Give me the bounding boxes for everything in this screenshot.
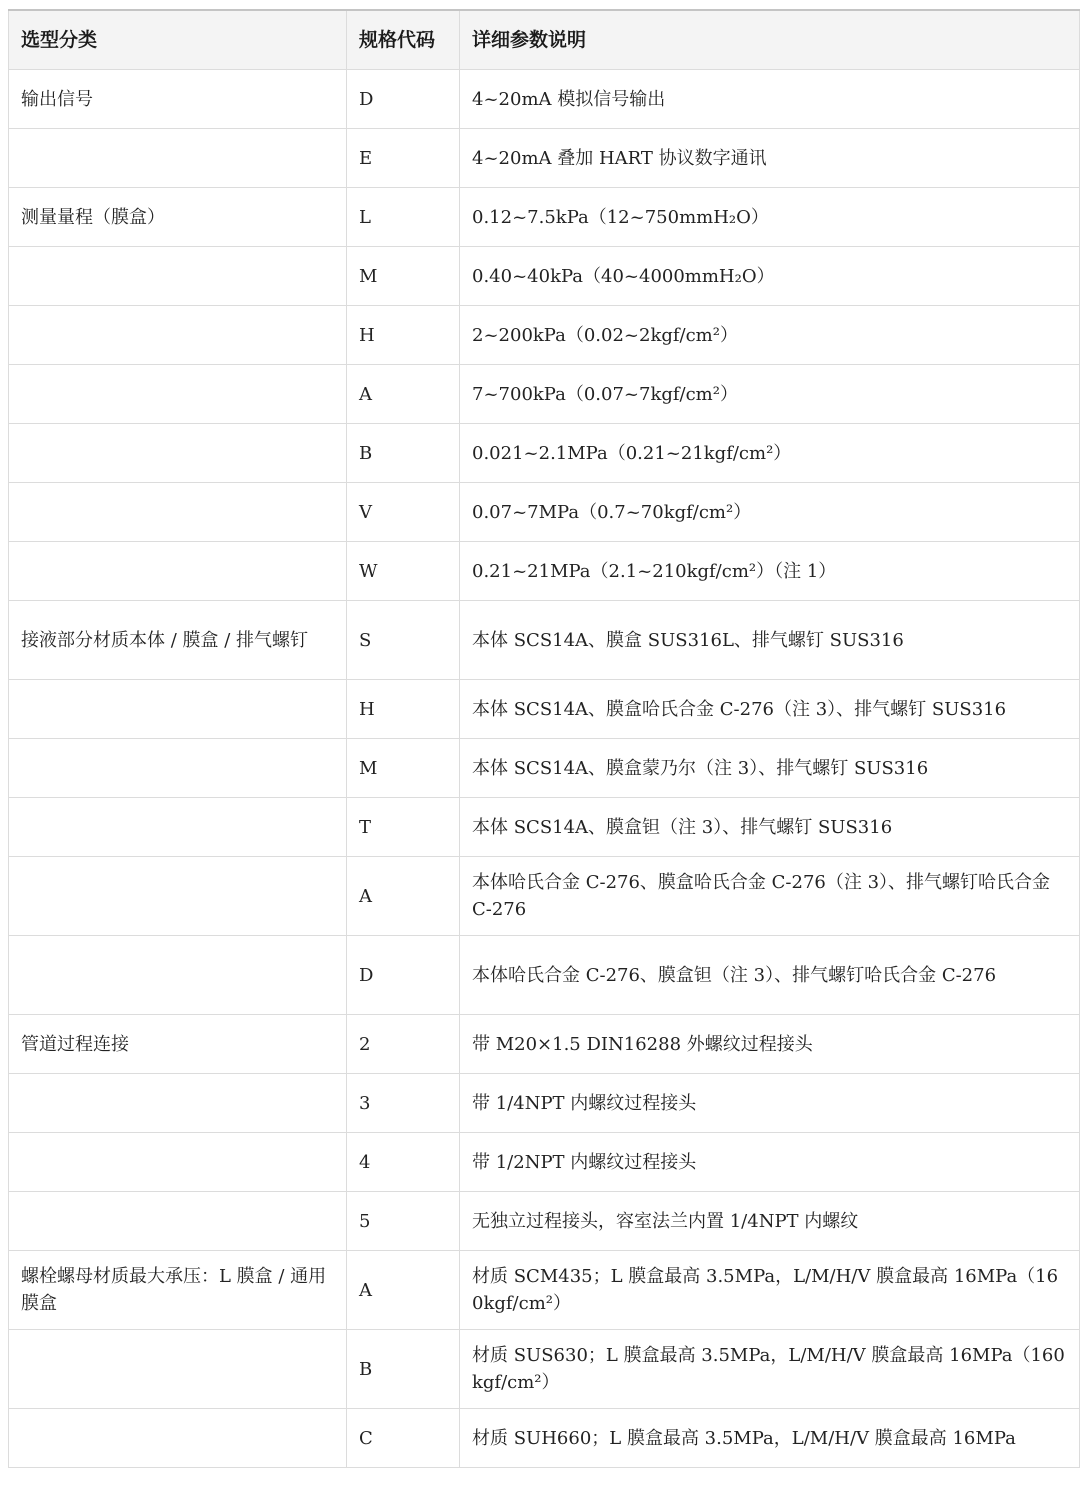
row-code: M — [347, 739, 460, 798]
row-description: 本体 SCS14A、膜盒哈氏合金 C-276（注 3）、排气螺钉 SUS316 — [460, 680, 1080, 739]
table-row — [9, 680, 1080, 739]
row-code: M — [347, 247, 460, 306]
row-code: 4 — [347, 1133, 460, 1192]
table-row — [9, 739, 1080, 798]
row-category — [9, 542, 347, 601]
row-category — [9, 247, 347, 306]
row-description: 4~20mA 模拟信号输出 — [460, 70, 1080, 129]
row-description: 无独立过程接头，容室法兰内置 1/4NPT 内螺纹 — [460, 1192, 1080, 1251]
row-code: D — [347, 70, 460, 129]
row-category: 螺栓螺母材质最大承压：L 膜盒 / 通用膜盒 — [9, 1251, 347, 1330]
row-code: 2 — [347, 1015, 460, 1074]
row-category — [9, 1330, 347, 1409]
row-category: 接液部分材质本体 / 膜盒 / 排气螺钉 — [9, 601, 347, 680]
row-description: 带 1/4NPT 内螺纹过程接头 — [460, 1074, 1080, 1133]
row-code: E — [347, 129, 460, 188]
table-header-row — [9, 10, 1080, 70]
header-category: 选型分类 — [9, 10, 347, 70]
row-code: A — [347, 1251, 460, 1330]
row-code: T — [347, 798, 460, 857]
row-category — [9, 798, 347, 857]
table-row — [9, 70, 1080, 129]
row-category — [9, 1074, 347, 1133]
table-row — [9, 1074, 1080, 1133]
row-description: 本体哈氏合金 C-276、膜盒哈氏合金 C-276（注 3）、排气螺钉哈氏合金 C-276 — [460, 857, 1080, 936]
table-row — [9, 1133, 1080, 1192]
row-code: W — [347, 542, 460, 601]
row-description: 0.21~21MPa（2.1~210kgf/cm²）（注 1） — [460, 542, 1080, 601]
row-category — [9, 483, 347, 542]
row-code: L — [347, 188, 460, 247]
table-row — [9, 424, 1080, 483]
row-code: H — [347, 306, 460, 365]
row-code: C — [347, 1409, 460, 1468]
row-category — [9, 857, 347, 936]
row-description: 材质 SUH660；L 膜盒最高 3.5MPa，L/M/H/V 膜盒最高 16MPa — [460, 1409, 1080, 1468]
row-category — [9, 1192, 347, 1251]
row-code: B — [347, 1330, 460, 1409]
spec-table-container — [8, 9, 1079, 1468]
row-category — [9, 936, 347, 1015]
table-row — [9, 601, 1080, 680]
row-description: 材质 SCM435；L 膜盒最高 3.5MPa，L/M/H/V 膜盒最高 16MPa（160kgf/cm²） — [460, 1251, 1080, 1330]
row-category: 管道过程连接 — [9, 1015, 347, 1074]
row-code: D — [347, 936, 460, 1015]
row-category — [9, 424, 347, 483]
row-category — [9, 739, 347, 798]
row-category — [9, 129, 347, 188]
table-row — [9, 857, 1080, 936]
row-description: 2~200kPa（0.02~2kgf/cm²） — [460, 306, 1080, 365]
header-code: 规格代码 — [347, 10, 460, 70]
row-code: A — [347, 365, 460, 424]
table-row — [9, 1192, 1080, 1251]
header-description: 详细参数说明 — [460, 10, 1080, 70]
row-description: 0.021~2.1MPa（0.21~21kgf/cm²） — [460, 424, 1080, 483]
row-code: 3 — [347, 1074, 460, 1133]
row-code: 5 — [347, 1192, 460, 1251]
table-row — [9, 483, 1080, 542]
table-row — [9, 1015, 1080, 1074]
table-row — [9, 542, 1080, 601]
row-description: 本体 SCS14A、膜盒 SUS316L、排气螺钉 SUS316 — [460, 601, 1080, 680]
table-row — [9, 247, 1080, 306]
row-description: 7~700kPa（0.07~7kgf/cm²） — [460, 365, 1080, 424]
row-description: 4~20mA 叠加 HART 协议数字通讯 — [460, 129, 1080, 188]
table-row — [9, 936, 1080, 1015]
spec-table — [8, 9, 1080, 1468]
row-category: 测量量程（膜盒） — [9, 188, 347, 247]
row-category — [9, 1409, 347, 1468]
row-description: 0.40~40kPa（40~4000mmH₂O） — [460, 247, 1080, 306]
row-description: 材质 SUS630；L 膜盒最高 3.5MPa，L/M/H/V 膜盒最高 16MPa（160kgf/cm²） — [460, 1330, 1080, 1409]
row-description: 0.07~7MPa（0.7~70kgf/cm²） — [460, 483, 1080, 542]
row-category: 输出信号 — [9, 70, 347, 129]
row-code: H — [347, 680, 460, 739]
row-code: A — [347, 857, 460, 936]
table-row — [9, 798, 1080, 857]
row-description: 带 M20×1.5 DIN16288 外螺纹过程接头 — [460, 1015, 1080, 1074]
row-description: 带 1/2NPT 内螺纹过程接头 — [460, 1133, 1080, 1192]
table-row — [9, 306, 1080, 365]
row-description: 本体 SCS14A、膜盒蒙乃尔（注 3）、排气螺钉 SUS316 — [460, 739, 1080, 798]
row-category — [9, 680, 347, 739]
row-category — [9, 365, 347, 424]
row-category — [9, 1133, 347, 1192]
row-code: B — [347, 424, 460, 483]
row-code: S — [347, 601, 460, 680]
row-description: 本体 SCS14A、膜盒钽（注 3）、排气螺钉 SUS316 — [460, 798, 1080, 857]
table-row — [9, 1409, 1080, 1468]
row-category — [9, 306, 347, 365]
table-row — [9, 365, 1080, 424]
row-code: V — [347, 483, 460, 542]
table-row — [9, 1251, 1080, 1330]
row-description: 本体哈氏合金 C-276、膜盒钽（注 3）、排气螺钉哈氏合金 C-276 — [460, 936, 1080, 1015]
table-row — [9, 188, 1080, 247]
table-row — [9, 1330, 1080, 1409]
table-row — [9, 129, 1080, 188]
row-description: 0.12~7.5kPa（12~750mmH₂O） — [460, 188, 1080, 247]
